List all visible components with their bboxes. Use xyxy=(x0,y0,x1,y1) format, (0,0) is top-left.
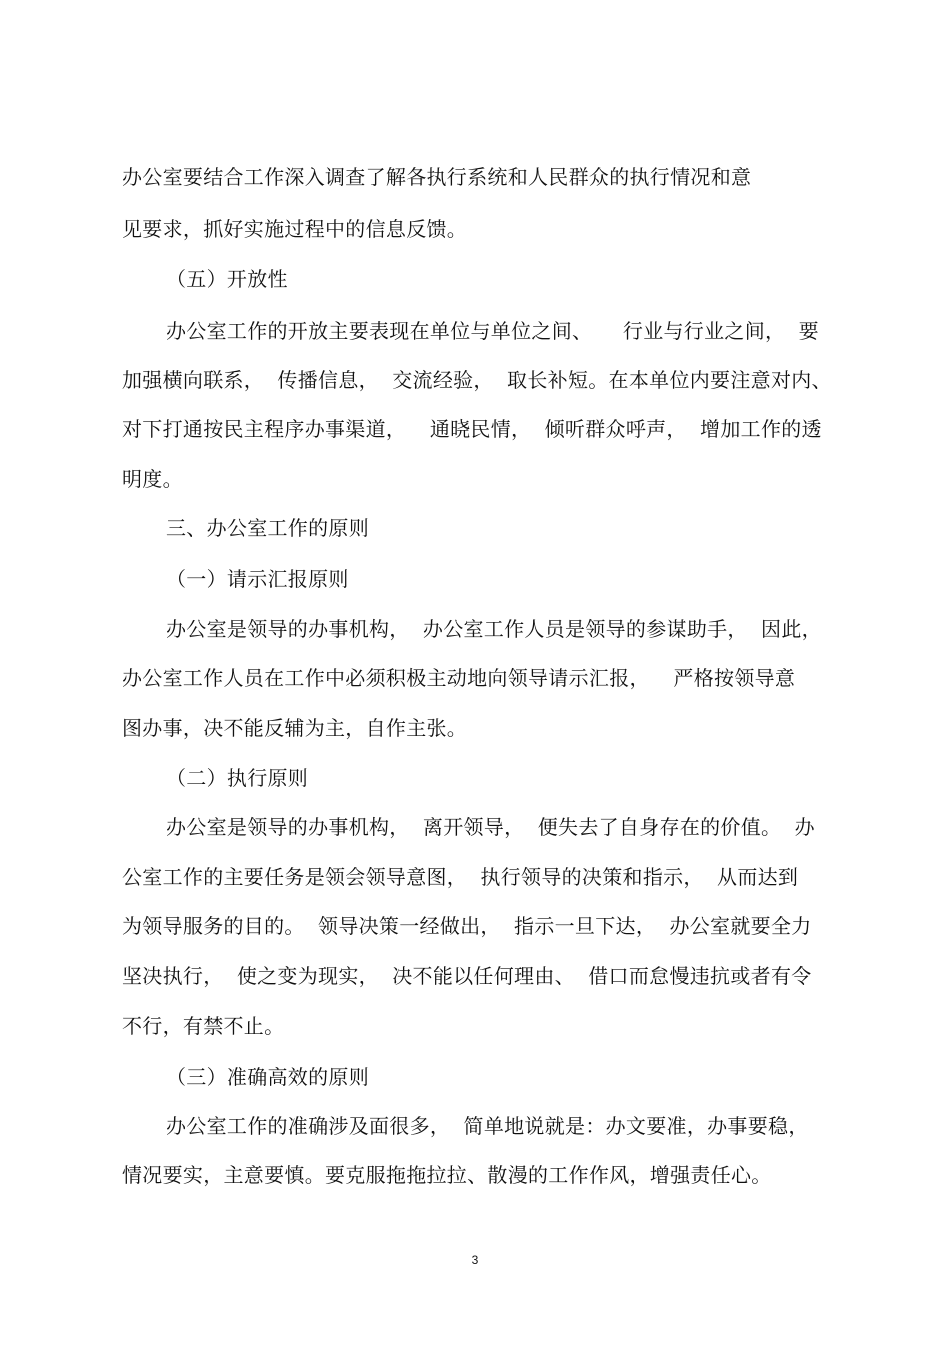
section-subheading: （二）执行原则 xyxy=(166,766,309,790)
section-subheading: （一）请示汇报原则 xyxy=(166,567,349,591)
paragraph-line: 公室工作的主要任务是领会领导意图， 执行领导的决策和指示， 从而达到 xyxy=(122,865,799,889)
paragraph-line: 坚决执行， 使之变为现实， 决不能以任何理由、 借口而怠慢违抗或者有令 xyxy=(122,964,812,988)
section-subheading: （五）开放性 xyxy=(166,267,288,291)
paragraph-line: 办公室是领导的办事机构， 办公室工作人员是领导的参谋助手， 因此， xyxy=(166,617,822,641)
section-heading: 三、办公室工作的原则 xyxy=(166,516,369,540)
paragraph-line: 办公室工作人员在工作中必须积极主动地向领导请示汇报， 严格按领导意 xyxy=(122,666,796,690)
paragraph-line: 办公室工作的准确涉及面很多， 简单地说就是：办文要准，办事要稳， xyxy=(166,1114,809,1138)
paragraph-line: 情况要实，主意要慎。要克服拖拖拉拉、散漫的工作作风，增强责任心。 xyxy=(122,1163,772,1187)
paragraph-line: 明度。 xyxy=(122,467,183,491)
paragraph-line: 不行，有禁不止。 xyxy=(122,1014,285,1038)
page-number: 3 xyxy=(471,1253,479,1267)
paragraph-line: 见要求，抓好实施过程中的信息反馈。 xyxy=(122,217,468,241)
section-subheading: （三）准确高效的原则 xyxy=(166,1065,369,1089)
paragraph-line: 办公室工作的开放主要表现在单位与单位之间、 行业与行业之间， 要 xyxy=(166,319,819,343)
paragraph-line: 为领导服务的目的。 领导决策一经做出， 指示一旦下达， 办公室就要全力 xyxy=(122,914,812,938)
paragraph-line: 图办事，决不能反辅为主，自作主张。 xyxy=(122,716,468,740)
paragraph-line: 对下打通按民主程序办事渠道， 通晓民情， 倾听群众呼声， 增加工作的透 xyxy=(122,417,822,441)
paragraph-line: 加强横向联系， 传播信息， 交流经验， 取长补短。在本单位内要注意对内、 xyxy=(122,368,832,392)
paragraph-line: 办公室是领导的办事机构， 离开领导， 便失去了自身存在的价值。 办 xyxy=(166,815,815,839)
paragraph-line: 办公室要结合工作深入调查了解各执行系统和人民群众的执行情况和意 xyxy=(122,165,752,189)
